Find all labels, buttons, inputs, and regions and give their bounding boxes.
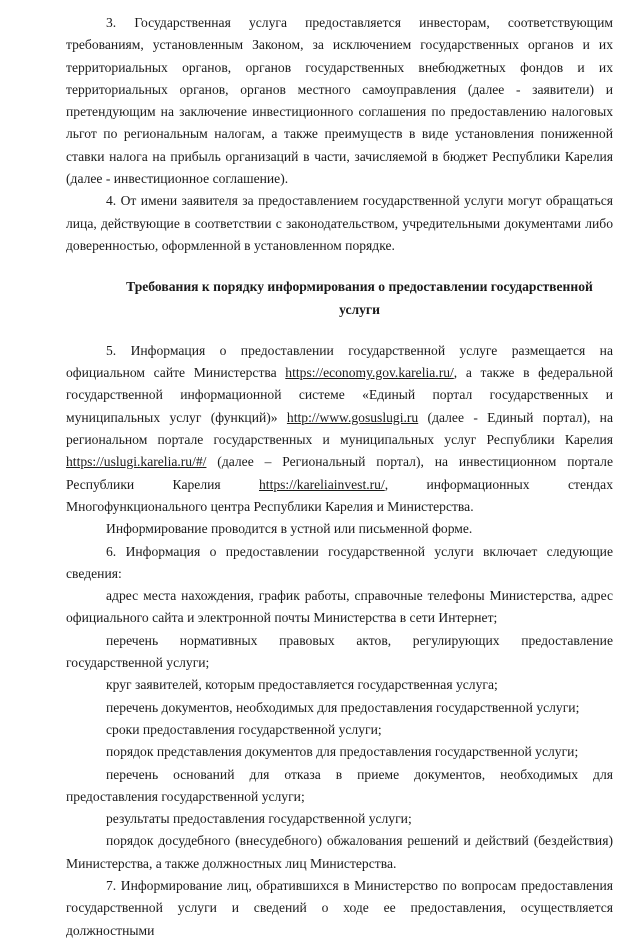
paragraph: результаты предоставления государственной услуги; xyxy=(106,811,412,827)
paragraph: Информирование проводится в устной или письменной форме. xyxy=(106,521,473,537)
paragraph-text: (далее – Региональный портал), на инвестиционном портале Республики Карелия xyxy=(66,454,613,492)
paragraph: круг заявителей, которым предоставляется государственная услуга; xyxy=(106,677,498,693)
paragraph: сроки предоставления государственной услуги; xyxy=(106,721,382,737)
paragraph: перечень нормативных правовых актов, регулирующих предоставление государственной услуги; xyxy=(66,632,613,671)
document-text xyxy=(66,12,613,942)
paragraph-text: (далее - Единый портал), на региональном портале государственных и муниципальных услуг Республики Карелия xyxy=(66,409,613,448)
paragraph-text: , а также в федеральной государственной информационной системе «Единый портал государственных и муниципальных услуг (функций)» xyxy=(66,365,614,425)
paragraph-text: , информационных стендах Многофункционального центра Республики Карелия и Министерства. xyxy=(66,476,613,514)
paragraph: порядок представления документов для предоставления государственной услуги; xyxy=(106,744,579,760)
paragraph: порядок досудебного (внесудебного) обжалования решений и действий (бездействия) Министерства, а также должностных лиц Министерства. xyxy=(66,833,613,871)
url-link[interactable]: http://www.gosuslugi.ru xyxy=(286,409,419,425)
paragraph xyxy=(66,340,613,518)
paragraph: адрес места нахождения, график работы, справочные телефоны Министерства, адрес официального сайта и электронной почты Министерства в сети Интернет; xyxy=(66,588,613,626)
paragraph: 6. Информация о предоставлении государственной услуги включает следующие сведения: xyxy=(66,543,613,581)
paragraph: 3. Государственная услуга предоставляется инвесторам, соответствующим требованиям, установленным Законом, за исключением государственных органов и их территориальных органов, органов государственных внебюджетных фондов и их территориальных органов, органов местного самоуправления (далее - заявители) и претендующим на заключение инвестиционного соглашения по предоставлению налоговых льгот по региональным налогам, а также преимуществ в виде установления пониженной ставки налога на прибыль организаций в части, зачисляемой в бюджет Республики Карелия (далее - инвестиционное соглашение). xyxy=(66,15,613,187)
url-link[interactable]: https://economy.gov.karelia.ru/ xyxy=(285,365,454,381)
paragraph-text: 5. Информация о предоставлении государственной услуге размещается на официальном сайте Министерства xyxy=(66,342,613,381)
paragraph: 4. От имени заявителя за предоставлением государственной услуги могут обращаться лица, действующие в соответствии с законодательством, учредительными документами либо доверенностью, оформленной в установленном порядке. xyxy=(66,193,613,253)
url-link[interactable]: https://uslugi.karelia.ru/#/ xyxy=(66,454,207,470)
paragraph: 7. Информирование лиц, обратившихся в Министерство по вопросам предоставления государственной услуги и сведений о ходе ее предоставления, осуществляется должностными xyxy=(66,877,613,938)
paragraph: перечень документов, необходимых для предоставления государственной услуги; xyxy=(106,699,580,715)
section-heading: Требования к порядку информирования о предоставлении государственной услуги xyxy=(126,279,593,317)
paragraph: перечень оснований для отказа в приеме документов, необходимых для предоставления государственной услуги; xyxy=(66,766,613,804)
url-link[interactable]: https://kareliainvest.ru/ xyxy=(259,476,385,492)
